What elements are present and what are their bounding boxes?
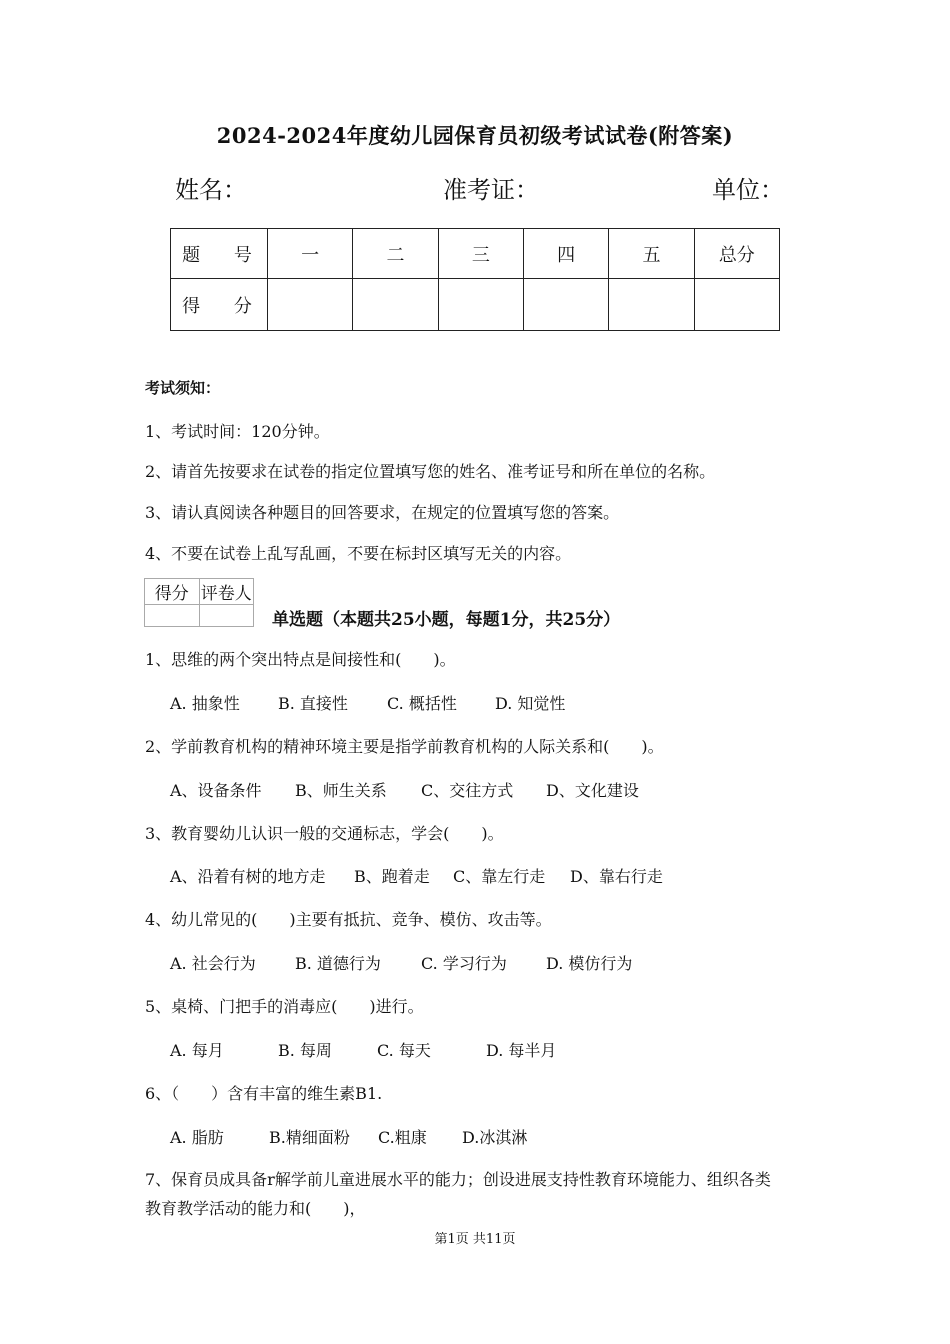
option[interactable]: C、靠左行走 <box>453 867 546 886</box>
option[interactable]: B. 直接性 <box>278 694 348 713</box>
score-table-cell: 总分 <box>694 229 779 279</box>
notice-title: 考试须知： <box>145 379 221 397</box>
option[interactable]: D. 模仿行为 <box>546 954 633 973</box>
option[interactable]: B.精细面粉 <box>269 1128 350 1147</box>
question-options <box>170 691 565 714</box>
option[interactable]: B、师生关系 <box>295 781 387 800</box>
unit-label: 单位： <box>712 176 784 204</box>
score-table-cell: 五 <box>609 229 694 279</box>
page-title: 2024-2024年度幼儿园保育员初级考试试卷(附答案) <box>216 123 734 148</box>
question-options <box>170 1038 556 1061</box>
grader-name-cell[interactable] <box>199 605 254 627</box>
option[interactable]: D、文化建设 <box>546 781 639 800</box>
score-table-cell: 四 <box>523 229 608 279</box>
question-options <box>170 778 639 801</box>
option[interactable]: B. 道德行为 <box>295 954 381 973</box>
score-input-cell[interactable] <box>694 279 779 331</box>
score-input-cell[interactable] <box>353 279 438 331</box>
score-table <box>170 228 780 331</box>
section-title: 单选题（本题共25小题，每题1分，共25分） <box>272 610 621 630</box>
option[interactable]: D. 知觉性 <box>495 694 566 713</box>
score-input-cell[interactable] <box>523 279 608 331</box>
score-input-cell[interactable] <box>438 279 523 331</box>
score-table-cell: 三 <box>438 229 523 279</box>
question-stem: 3、教育婴幼儿认识一般的交通标志，学会( )。 <box>145 824 504 843</box>
question-options <box>170 864 663 887</box>
score-table-cell: 得 分 <box>171 279 268 331</box>
score-table-header-row <box>171 229 780 279</box>
option[interactable]: A. 每月 <box>170 1041 224 1060</box>
name-label: 姓名： <box>175 176 247 204</box>
score-table-cell: 二 <box>353 229 438 279</box>
grader-score-label: 得分 <box>145 579 200 605</box>
score-table-cell: 题 号 <box>171 229 268 279</box>
grader-score-cell[interactable] <box>145 605 200 627</box>
grader-box <box>144 578 254 627</box>
option[interactable]: A. 抽象性 <box>170 694 240 713</box>
notice-item: 3、请认真阅读各种题目的回答要求，在规定的位置填写您的答案。 <box>145 503 620 522</box>
option[interactable]: C. 概括性 <box>387 694 457 713</box>
option[interactable]: C.粗康 <box>378 1128 427 1147</box>
grader-name-label: 评卷人 <box>199 579 254 605</box>
question-stem: 7、保育员成具备r解学前儿童进展水平的能力；创设进展支持性教育环境能力、组织各类 <box>145 1170 771 1189</box>
option[interactable]: A、设备条件 <box>170 781 262 800</box>
score-table-cell: 一 <box>268 229 353 279</box>
question-stem: 1、思维的两个突出特点是间接性和( )。 <box>145 650 456 669</box>
option[interactable]: A. 脂肪 <box>170 1128 224 1147</box>
question-stem: 2、学前教育机构的精神环境主要是指学前教育机构的人际关系和( )。 <box>145 737 664 756</box>
page-footer: 第1页 共11页 <box>434 1232 516 1247</box>
option[interactable]: B、跑着走 <box>354 867 430 886</box>
notice-item: 2、请首先按要求在试卷的指定位置填写您的姓名、准考证号和所在单位的名称。 <box>145 462 716 481</box>
notice-item: 1、考试时间：120分钟。 <box>145 422 330 441</box>
option[interactable]: D.冰淇淋 <box>462 1128 528 1147</box>
option[interactable]: C、交往方式 <box>421 781 514 800</box>
option[interactable]: C. 学习行为 <box>421 954 507 973</box>
option[interactable]: D、靠右行走 <box>570 867 663 886</box>
option[interactable]: A、沿着有树的地方走 <box>170 867 326 886</box>
score-input-cell[interactable] <box>609 279 694 331</box>
option[interactable]: D. 每半月 <box>486 1041 557 1060</box>
question-options <box>170 951 632 974</box>
question-stem: 6、（ ）含有丰富的维生素B1. <box>145 1084 383 1103</box>
exam-number-label: 准考证： <box>443 176 539 204</box>
question-stem-continued: 教育教学活动的能力和( )， <box>145 1199 366 1218</box>
option[interactable]: A. 社会行为 <box>170 954 256 973</box>
option[interactable]: B. 每周 <box>278 1041 332 1060</box>
question-options <box>170 1125 527 1148</box>
question-stem: 5、桌椅、门把手的消毒应( )进行。 <box>145 997 424 1016</box>
notice-item: 4、不要在试卷上乱写乱画，不要在标封区填写无关的内容。 <box>145 544 572 563</box>
score-input-cell[interactable] <box>268 279 353 331</box>
score-table-score-row <box>171 279 780 331</box>
option[interactable]: C. 每天 <box>377 1041 431 1060</box>
question-stem: 4、幼儿常见的( )主要有抵抗、竞争、模仿、攻击等。 <box>145 910 552 929</box>
